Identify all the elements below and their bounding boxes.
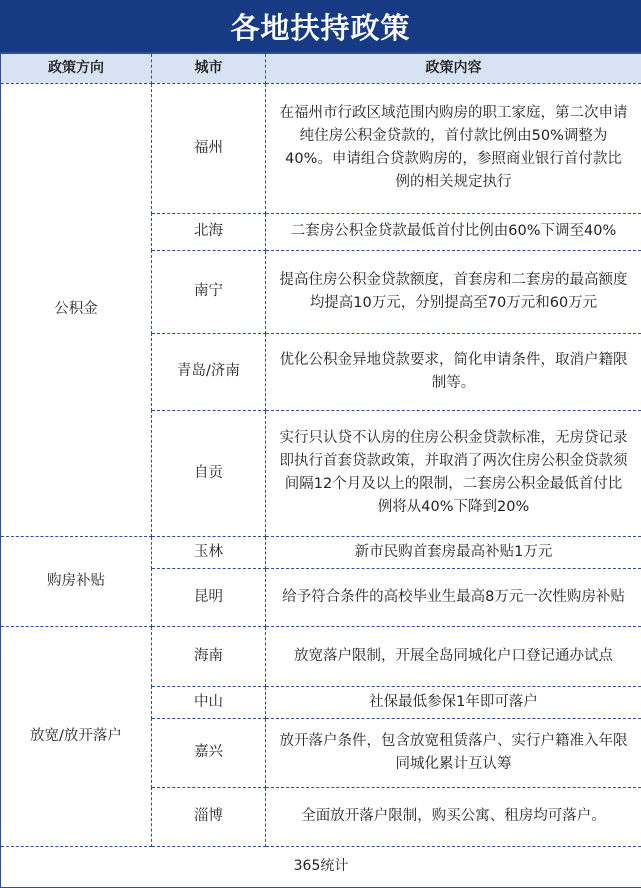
direction-cell-hukou: 放宽/放开落户: [1, 626, 152, 846]
city-cell: 玉林: [152, 536, 266, 568]
table-row: [1, 536, 641, 568]
direction-cell-purchase-subsidy: 购房补贴: [1, 536, 152, 626]
direction-cell-provident-fund: 公积金: [1, 83, 152, 536]
content-cell: 全面放开落户限制，购买公寓、租房均可落户。: [266, 787, 641, 846]
content-cell: 提高住房公积金贷款额度，首套房和二套房的最高额度均提高10万元，分别提高至70万元和60万元: [266, 250, 641, 333]
city-cell: 中山: [152, 686, 266, 718]
header-content: 政策内容: [266, 53, 641, 83]
content-cell: 二套房公积金贷款最低首付比例由60%下调至40%: [266, 213, 641, 250]
header-row: [1, 53, 641, 83]
city-cell: 福州: [152, 83, 266, 213]
content-cell: 在福州市行政区域范围内购房的职工家庭，第二次申请纯住房公积金贷款的，首付款比例由50%调整为40%。申请组合贷款购房的，参照商业银行首付款比例的相关规定执行: [266, 83, 641, 213]
policy-table: [0, 52, 641, 888]
city-cell: 淄博: [152, 787, 266, 846]
content-cell: 新市民购首套房最高补贴1万元: [266, 536, 641, 568]
content-cell: 实行只认贷不认房的住房公积金贷款标准，无房贷记录即执行首套贷款政策，并取消了两次住房公积金贷款须间隔12个月及以上的限制，二套房公积金最低首付比例将从40%下降到20%: [266, 410, 641, 536]
city-cell: 北海: [152, 213, 266, 250]
city-cell: 嘉兴: [152, 718, 266, 787]
city-cell: 南宁: [152, 250, 266, 333]
header-direction: 政策方向: [1, 53, 152, 83]
city-cell: 青岛/济南: [152, 333, 266, 410]
page-title: 各地扶持政策: [0, 0, 641, 52]
city-cell: 海南: [152, 626, 266, 686]
content-cell: 给予符合条件的高校毕业生最高8万元一次性购房补贴: [266, 568, 641, 626]
header-city: 城市: [152, 53, 266, 83]
table-row: [1, 626, 641, 686]
city-cell: 自贡: [152, 410, 266, 536]
content-cell: 社保最低参保1年即可落户: [266, 686, 641, 718]
content-cell: 放开落户条件，包含放宽租赁落户、实行户籍准入年限同城化累计互认筹: [266, 718, 641, 787]
footer-row: [1, 846, 641, 887]
source-label: 365统计: [1, 846, 641, 887]
city-cell: 昆明: [152, 568, 266, 626]
content-cell: 放宽落户限制，开展全岛同城化户口登记通办试点: [266, 626, 641, 686]
table-row: [1, 83, 641, 213]
content-cell: 优化公积金异地贷款要求，简化申请条件，取消户籍限制等。: [266, 333, 641, 410]
